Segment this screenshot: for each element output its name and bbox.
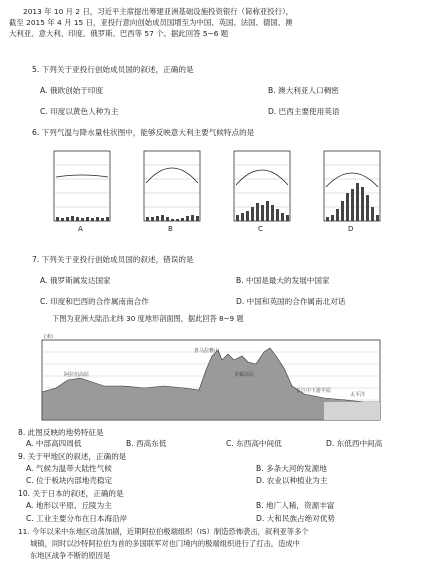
q9-option-a[interactable]: A. 气候为温带大陆性气候 xyxy=(26,464,112,473)
intro-paragraph xyxy=(9,6,419,39)
climate-chart-d[interactable] xyxy=(310,143,390,233)
chart-c-precipitation-bars xyxy=(236,201,289,221)
q9-option-b[interactable]: B. 多条大河的发源地 xyxy=(256,464,327,473)
chart-a-label: A xyxy=(78,225,83,233)
intro-line-2: 截至 2015 年 4 月 15 日，亚投行意向创始成员国增至为中国、英国、法国、德国、澳 xyxy=(9,18,293,27)
q5-option-b[interactable]: B. 澳大利亚人口稠密 xyxy=(268,86,339,95)
terrain-profile-chart xyxy=(34,330,384,426)
chart-a-frame xyxy=(54,151,110,221)
q5-stem: 5. 下列关于亚投行创始成员国的叙述，正确的是 xyxy=(32,65,194,74)
q11-line-2: 城镇，同时以沙特阿拉伯为首的多国联军对也门境内的极端组织进行了打击，造成中 xyxy=(30,539,300,548)
chart-d-label: D xyxy=(348,225,354,233)
q7-option-c[interactable]: C. 印度和巴西的合作属南南合作 xyxy=(40,297,149,306)
profile-label-tibetan-plateau: 青藏高原 xyxy=(234,372,255,378)
climate-chart-c[interactable] xyxy=(220,143,300,233)
chart-d-temperature-line xyxy=(326,173,378,187)
q10-option-d[interactable]: D. 大和民族占绝对优势 xyxy=(256,514,336,523)
profile-label-arabian-plateau: 阿拉伯高原 xyxy=(64,372,90,378)
q5-option-d[interactable]: D. 巴西主要使用英语 xyxy=(268,107,340,116)
chart-c-temperature-line xyxy=(236,170,288,185)
q5-option-a[interactable]: A. 俄欧创始于印度 xyxy=(40,86,104,95)
q8-option-d[interactable]: D. 东低西中间高 xyxy=(326,439,383,448)
climate-chart-b[interactable] xyxy=(130,143,210,233)
intro-line-1: 2013 年 10 月 2 日，习近平主席提出筹建亚洲基础设施投资银行（简称亚投行）， xyxy=(23,7,294,16)
q8-option-a[interactable]: A. 中部高四周低 xyxy=(26,439,82,448)
q11-line-3: 东地区战争不断的原因是 xyxy=(30,551,111,560)
profile-unit: (米) xyxy=(44,334,53,340)
q11-line-1: 11. 今年以来中东地区动荡加剧，近期阿拉伯极端组织（IS）制造恐怖袭击，叙利亚等多个 xyxy=(18,527,309,536)
profile-label-yangtze-plain: 长江中下游平原 xyxy=(296,388,332,394)
chart-b-frame xyxy=(144,151,200,221)
q10-option-a[interactable]: A. 地形以平原、丘陵为主 xyxy=(26,501,112,510)
q8-stem: 8. 此图反映的地势特征是 xyxy=(18,428,104,437)
chart-b-temperature-line xyxy=(146,168,198,183)
climate-chart-a[interactable] xyxy=(40,143,120,233)
q6-stem: 6. 下列气温与降水量柱状图中，能够反映意大利主要气候特点的是 xyxy=(32,128,255,137)
q7-option-d[interactable]: D. 中国和英国的合作属南北对话 xyxy=(236,297,346,306)
q9-stem: 9. 关于甲地区的叙述，正确的是 xyxy=(18,452,127,461)
profile-lead-text: 下图为亚洲大陆沿北纬 30 度地形剖面图，据此回答 8~9 题 xyxy=(52,314,244,323)
q7-option-b[interactable]: B. 中国是最大的发展中国家 xyxy=(236,276,330,285)
q10-stem: 10. 关于日本的叙述，正确的是 xyxy=(18,489,124,498)
ocean-area xyxy=(324,402,380,420)
chart-b-precipitation-bars xyxy=(146,215,199,221)
profile-label-pacific: 太平洋 xyxy=(350,392,366,398)
chart-b-label: B xyxy=(168,225,173,233)
q10-option-c[interactable]: C. 工业主要分布在日本海沿岸 xyxy=(26,514,128,523)
q8-option-b[interactable]: B. 西高东低 xyxy=(126,439,167,448)
chart-c-label: C xyxy=(258,225,263,233)
q5-option-c[interactable]: C. 印度以黄色人种为主 xyxy=(40,107,119,116)
q10-option-b[interactable]: B. 地广人稀，资源丰富 xyxy=(256,501,335,510)
q7-stem: 7. 下列关于亚投行创始成员国的叙述，错误的是 xyxy=(32,255,194,264)
q9-option-c[interactable]: C. 位于板块内部地壳稳定 xyxy=(26,476,113,485)
q7-option-a[interactable]: A. 俄罗斯属发达国家 xyxy=(40,276,111,285)
chart-a-temperature-line xyxy=(56,175,108,177)
intro-line-3: 大利亚、意大利、印度、俄罗斯、巴西等 57 个。据此回答 5~6 题 xyxy=(9,29,229,38)
q8-option-c[interactable]: C. 东西高中间低 xyxy=(226,439,282,448)
q9-option-d[interactable]: D. 农业以种植业为主 xyxy=(256,476,328,485)
chart-d-precipitation-bars xyxy=(326,183,379,221)
chart-a-precipitation-bars xyxy=(56,216,109,221)
profile-label-himalaya: 喜马拉雅山 xyxy=(194,348,220,354)
